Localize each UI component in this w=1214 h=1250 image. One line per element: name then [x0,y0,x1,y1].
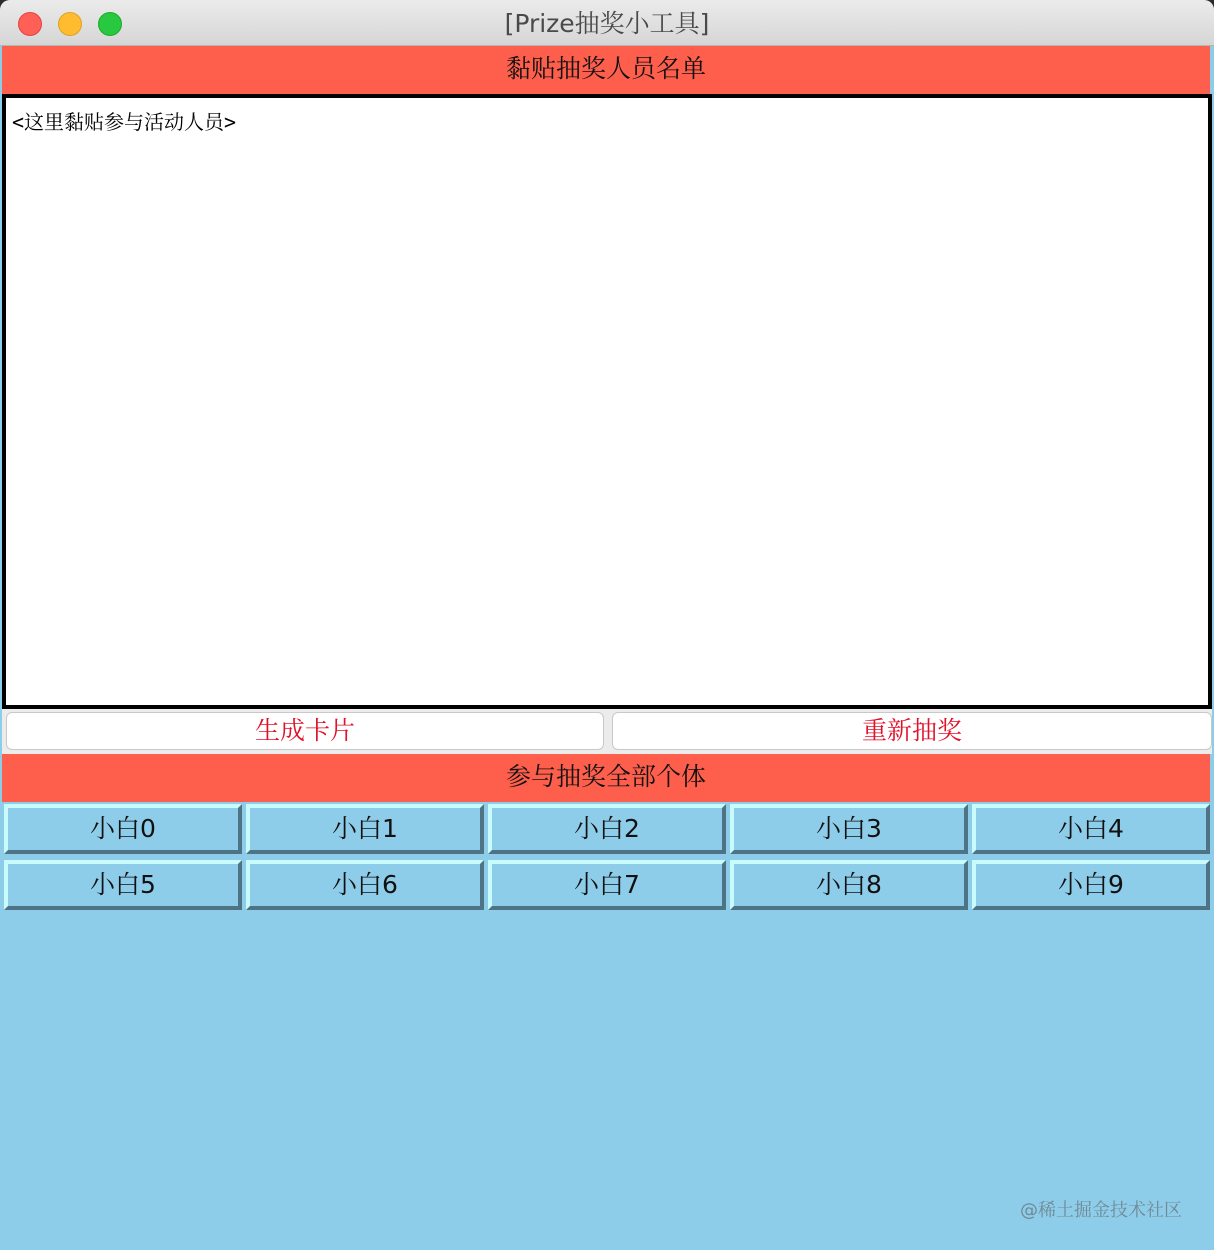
participant-card[interactable]: 小白4 [972,804,1210,854]
participant-card[interactable]: 小白5 [4,860,242,910]
participant-card[interactable]: 小白2 [488,804,726,854]
window-title: [Prize抽奖小工具] [504,9,710,38]
participant-card[interactable]: 小白9 [972,860,1210,910]
redraw-button[interactable]: 重新抽奖 [612,712,1212,750]
participant-card[interactable]: 小白6 [246,860,484,910]
title-bar[interactable] [0,0,1214,46]
action-bar [2,709,1212,754]
participant-list-textarea[interactable] [2,94,1212,709]
participant-card[interactable]: 小白7 [488,860,726,910]
participant-card[interactable]: 小白1 [246,804,484,854]
paste-list-header: 黏贴抽奖人员名单 [2,46,1210,94]
participant-card[interactable]: 小白8 [730,860,968,910]
participants-header: 参与抽奖全部个体 [2,754,1210,802]
generate-cards-button[interactable]: 生成卡片 [6,712,604,750]
participant-card[interactable]: 小白3 [730,804,968,854]
watermark-text: @稀土掘金技术社区 [1020,1200,1182,1221]
participant-card[interactable]: 小白0 [4,804,242,854]
